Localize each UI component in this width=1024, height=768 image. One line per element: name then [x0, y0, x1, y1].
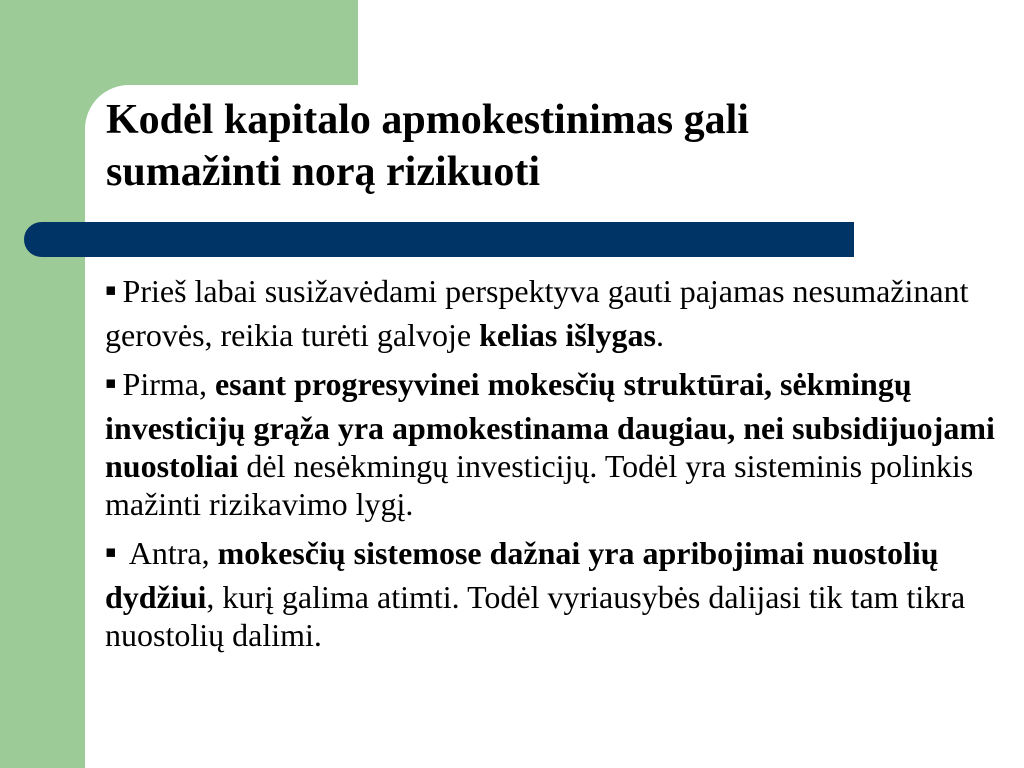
- square-bullet-icon: ▪: [105, 373, 117, 393]
- bullet-2-tail: dėl nesėkmingų investicijų. Todėl yra sisteminis polinkis mažinti rizikavimo lygį.: [105, 448, 974, 522]
- square-bullet-icon: ▪: [105, 542, 117, 562]
- bullet-3-emphasis: mokesčių sistemose dažnai yra apribojimai nuostolių dydžiui: [105, 535, 939, 615]
- bullet-1-text: Prieš labai susižavėdami perspektyva gauti pajamas nesumažinant gerovės, reikia turėti galvoje: [105, 273, 969, 353]
- bullet-3-tail: , kurį galima atimti. Todėl vyriausybės dalijasi tik tam tikra nuostolių dalimi.: [105, 579, 966, 653]
- bullet-3-text: Antra,: [122, 535, 218, 571]
- title-underline-bar: [24, 222, 854, 257]
- slide-title-line-1: Kodėl kapitalo apmokestinimas gali: [106, 97, 749, 143]
- slide-title-line-2: sumažinti norą rizikuoti: [106, 149, 541, 195]
- bullet-item-1: [105, 272, 1017, 354]
- bullet-item-3: [105, 534, 1017, 654]
- bullet-1-tail: .: [656, 317, 664, 353]
- bullet-item-2: [105, 365, 1017, 523]
- square-bullet-icon: ▪: [105, 280, 117, 300]
- slide-title: [106, 94, 966, 198]
- bullet-2-emphasis: esant progresyvinei mokesčių struktūrai, sėkmingų investicijų grąža yra apmokestinama daugiau, nei subsidijuojami nuostoliai: [105, 366, 995, 484]
- bullet-2-text: Pirma,: [122, 366, 215, 402]
- bullet-list: [105, 272, 1017, 665]
- bullet-1-emphasis: kelias išlygas: [479, 317, 656, 353]
